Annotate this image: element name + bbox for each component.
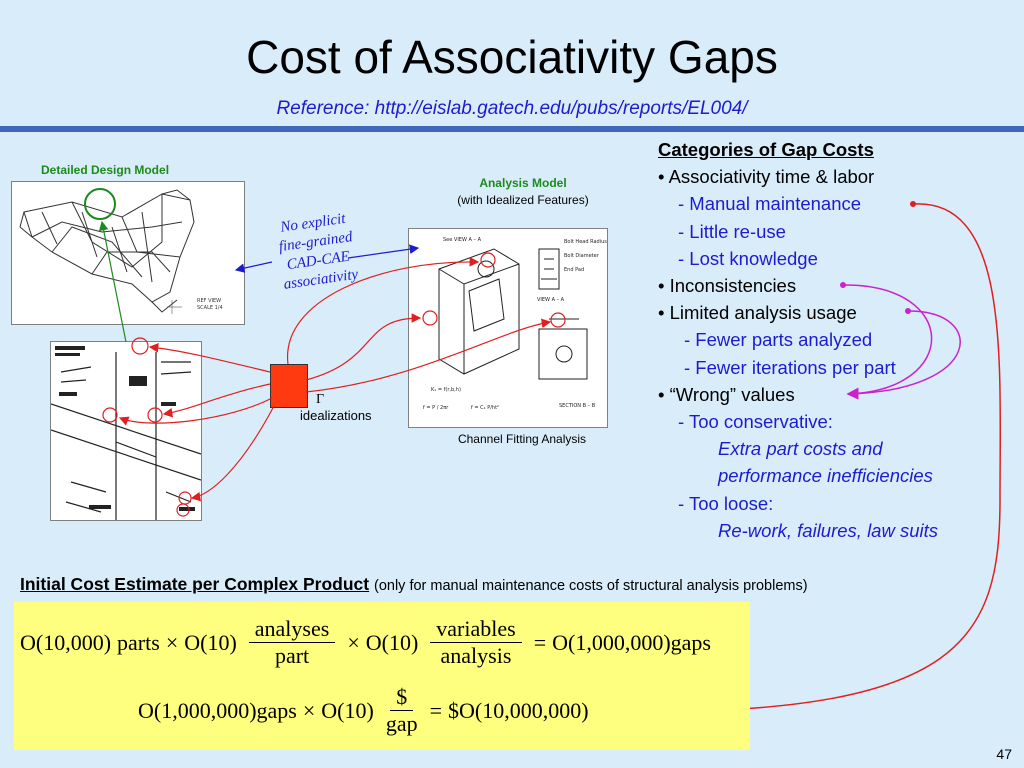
eq1-variables-term: O(10) (365, 629, 419, 655)
eq1-parts-term: O(10,000) (20, 629, 112, 655)
category-item: • Limited analysis usage (658, 302, 857, 324)
eq1-parts-unit: parts (117, 629, 160, 655)
eq2-fraction (386, 684, 418, 737)
equation-box (14, 602, 750, 750)
no-assoc-line: No explicit (279, 210, 347, 236)
eq1-fraction-2 (430, 616, 521, 669)
svg-text:Bolt Head Radius: Bolt Head Radius (564, 239, 607, 245)
idealizations-label: idealizations (300, 408, 372, 423)
svg-text:REF VIEW: REF VIEW (197, 298, 222, 304)
reference-link[interactable]: Reference: http://eislab.gatech.edu/pubs/reports/EL004/ (276, 98, 748, 119)
eq1-frac2-den: analysis (440, 643, 512, 668)
svg-text:f = C₁ P/ht²: f = C₁ P/ht² (471, 405, 500, 411)
category-subitem: - Fewer iterations per part (684, 356, 896, 378)
note-arrow-right (348, 248, 418, 258)
eq1-times-1: × (165, 629, 179, 655)
highlight-circle (85, 189, 115, 219)
equation-2 (138, 684, 589, 737)
eq2-times: × (302, 697, 316, 723)
analysis-model-caption: Analysis Model (479, 176, 567, 190)
category-item: • “Wrong” values (658, 383, 795, 405)
eq1-times-2: × (347, 629, 360, 655)
category-item: • Associativity time & labor (658, 166, 875, 188)
eq2-frac-num: $ (390, 684, 413, 711)
eq1-result: O(1,000,000) (552, 629, 671, 655)
svg-text:f = P / 2πr: f = P / 2πr (423, 405, 449, 411)
category-subitem: - Lost knowledge (678, 247, 818, 269)
analysis-model-subcaption: (with Idealized Features) (457, 193, 589, 207)
category-subitem: - Little re-use (678, 220, 786, 242)
gap-cost-categories (658, 136, 1024, 544)
estimate-heading-row (20, 574, 808, 595)
estimate-note: (only for manual maintenance costs of structural analysis problems) (373, 578, 808, 594)
svg-text:SECTION B – B: SECTION B – B (559, 403, 596, 409)
category-subitem: - Manual maintenance (678, 193, 862, 215)
eq2-gaps-term: O(1,000,000) (138, 697, 257, 723)
slide-title: Cost of Associativity Gaps (246, 31, 778, 83)
eq1-result-unit: gaps (670, 629, 711, 655)
svg-text:SCALE 1/4: SCALE 1/4 (197, 305, 223, 311)
category-subitem: - Too loose: (678, 492, 774, 514)
svg-text:See VIEW A – A: See VIEW A – A (443, 237, 482, 243)
channel-fitting-caption: Channel Fitting Analysis (457, 432, 587, 446)
eq1-frac1-num: analyses (249, 616, 336, 643)
category-subitem: - Fewer parts analyzed (684, 329, 873, 351)
category-detail: Re-work, failures, law suits (718, 519, 939, 541)
no-assoc-line: fine-grained (277, 229, 354, 256)
svg-text:VIEW A – A: VIEW A – A (537, 297, 565, 303)
eq2-equals: = (429, 697, 443, 723)
svg-text:End Pad: End Pad (564, 267, 585, 273)
category-detail: performance inefficiencies (718, 465, 933, 487)
no-assoc-line: CAD-CAE (285, 248, 351, 274)
note-arrow-left (236, 262, 272, 270)
svg-text:K₁ = f(r,b,h): K₁ = f(r,b,h) (431, 387, 461, 393)
no-assoc-line: associativity (282, 266, 360, 293)
green-connector (102, 222, 126, 342)
equation-1 (20, 616, 711, 669)
eq2-frac-den: gap (385, 711, 418, 736)
gamma-symbol: Γ (316, 392, 325, 407)
svg-text:Bolt Diameter: Bolt Diameter (564, 253, 599, 259)
estimate-heading: Initial Cost Estimate per Complex Product (20, 574, 370, 594)
eq1-frac1-den: part (274, 643, 310, 668)
eq1-analyses-term: O(10) (184, 629, 237, 655)
eq1-fraction-1 (249, 616, 336, 669)
categories-heading: Categories of Gap Costs (658, 139, 874, 160)
eq2-result: $O(10,000,000) (448, 697, 589, 723)
eq2-cost-term: O(10) (321, 697, 374, 723)
detailed-design-caption: Detailed Design Model (41, 163, 170, 177)
eq1-frac2-num: variables (430, 616, 521, 643)
category-detail: Extra part costs and (718, 438, 883, 460)
eq1-equals: = (533, 629, 547, 655)
category-subitem: - Too conservative: (678, 411, 833, 433)
category-item: • Inconsistencies (658, 275, 797, 297)
eq2-gaps-unit: gaps (256, 697, 297, 723)
page-number: 47 (996, 746, 1012, 762)
